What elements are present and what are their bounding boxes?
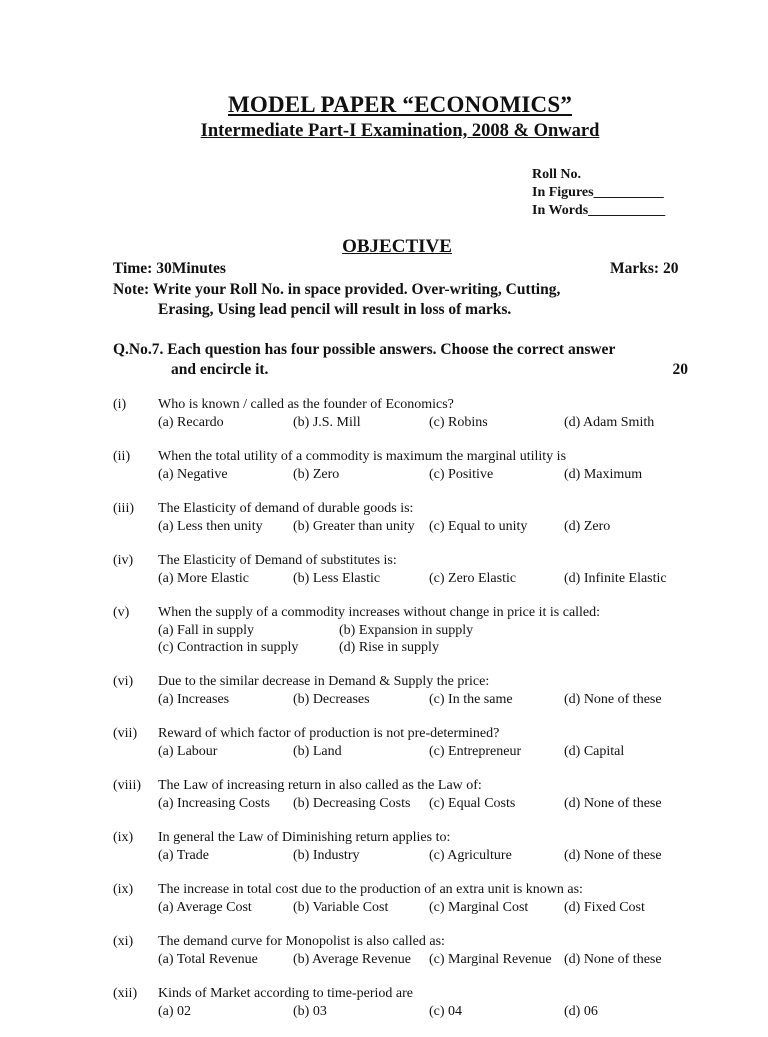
answer-options xyxy=(158,951,718,969)
answer-options xyxy=(158,743,718,761)
roll-words-field: In Words___________ xyxy=(532,203,666,218)
answer-options xyxy=(158,1003,718,1021)
option-c: (c) Marginal Revenue xyxy=(429,951,552,967)
question-text: The Elasticity of demand of durable goods is: xyxy=(158,501,414,516)
option-a: (a) Fall in supply xyxy=(158,622,255,638)
option-d: (d) Maximum xyxy=(564,466,643,482)
option-c: (c) Agriculture xyxy=(429,847,512,863)
option-b: (b) Variable Cost xyxy=(293,899,389,915)
question-item xyxy=(113,777,713,829)
question-item xyxy=(113,933,713,985)
question-number: (ix) xyxy=(113,830,134,845)
option-b: (b) Zero xyxy=(293,466,340,482)
note-line-1: Note: Write your Roll No. in space provided. Over-writing, Cutting, xyxy=(113,281,561,298)
option-c: (c) Zero Elastic xyxy=(429,570,517,586)
question-text: Reward of which factor of production is not pre-determined? xyxy=(158,726,500,741)
question-text: When the supply of a commodity increases without change in price it is called: xyxy=(158,605,601,620)
option-a: (a) Increases xyxy=(158,691,230,707)
answer-options xyxy=(158,414,718,432)
option-b: (b) Land xyxy=(293,743,342,759)
question-text: When the total utility of a commodity is maximum the marginal utility is xyxy=(158,449,567,464)
option-b: (b) J.S. Mill xyxy=(293,414,361,430)
question-text: Kinds of Market according to time-period are xyxy=(158,986,414,1001)
option-b: (b) Decreases xyxy=(293,691,370,707)
option-a: (a) Average Cost xyxy=(158,899,252,915)
option-d: (d) None of these xyxy=(564,691,662,707)
question-item xyxy=(113,881,713,933)
option-b: (b) 03 xyxy=(293,1003,327,1019)
answer-options xyxy=(158,795,718,813)
option-a: (a) Trade xyxy=(158,847,209,863)
instruction-line-2 xyxy=(113,360,688,380)
note-block xyxy=(113,280,560,320)
roll-number-block xyxy=(532,166,665,220)
answer-options xyxy=(158,570,718,588)
question-text: Due to the similar decrease in Demand & Supply the price: xyxy=(158,674,490,689)
question-item xyxy=(113,985,713,1037)
question-number: (v) xyxy=(113,605,130,620)
question-text: Who is known / called as the founder of Economics? xyxy=(158,397,454,412)
option-d: (d) Capital xyxy=(564,743,625,759)
option-d: (d) Infinite Elastic xyxy=(564,570,667,586)
note-line-2: Erasing, Using lead pencil will result in loss of marks. xyxy=(158,301,512,318)
answer-options xyxy=(158,466,718,484)
answer-options xyxy=(158,622,718,640)
option-a: (a) More Elastic xyxy=(158,570,249,586)
option-c: (c) Entrepreneur xyxy=(429,743,522,759)
instruction-line-1: Q.No.7. Each question has four possible answers. Choose the correct answer xyxy=(113,341,616,358)
paper-title: MODEL PAPER “ECONOMICS” xyxy=(227,92,573,117)
option-d: (d) Adam Smith xyxy=(564,414,655,430)
question-number: (viii) xyxy=(113,778,141,793)
option-c: (c) Robins xyxy=(429,414,488,430)
roll-label: Roll No. xyxy=(532,167,581,182)
question-number: (xii) xyxy=(113,986,138,1001)
option-d: (d) 06 xyxy=(564,1003,598,1019)
option-c: (c) Marginal Cost xyxy=(429,899,529,915)
option-d: (d) Rise in supply xyxy=(339,640,439,655)
option-a: (a) 02 xyxy=(158,1003,192,1019)
question-item xyxy=(113,500,713,552)
question-number: (xi) xyxy=(113,934,134,949)
question-item xyxy=(113,448,713,500)
question-number: (i) xyxy=(113,397,127,412)
question-number: (vii) xyxy=(113,726,138,741)
question-list xyxy=(113,396,713,1037)
option-a: (a) Less then unity xyxy=(158,518,263,534)
question-text: The demand curve for Monopolist is also called as: xyxy=(158,934,445,949)
option-b: (b) Greater than unity xyxy=(293,518,415,534)
question-item xyxy=(113,604,713,673)
question-item xyxy=(113,396,713,448)
instruction-line-2-text: and encircle it. xyxy=(171,361,269,378)
option-b: (b) Average Revenue xyxy=(293,951,411,967)
option-a: (a) Negative xyxy=(158,466,228,482)
option-c: (c) Contraction in supply xyxy=(158,640,299,655)
question-number: (ix) xyxy=(113,882,134,897)
total-marks: Marks: 20 xyxy=(610,260,679,277)
option-a: (a) Recardo xyxy=(158,414,224,430)
answer-options xyxy=(158,691,718,709)
option-c: (c) Equal to unity xyxy=(429,518,528,534)
answer-options xyxy=(158,847,718,865)
question-item xyxy=(113,829,713,881)
option-a: (a) Total Revenue xyxy=(158,951,258,967)
question-text: The Law of increasing return in also called as the Law of: xyxy=(158,778,482,793)
question-score: 20 xyxy=(672,361,688,378)
option-b: (b) Expansion in supply xyxy=(339,622,474,638)
option-b: (b) Decreasing Costs xyxy=(293,795,411,811)
question-item xyxy=(113,673,713,725)
option-c: (c) 04 xyxy=(429,1003,463,1019)
option-a: (a) Increasing Costs xyxy=(158,795,270,811)
option-c: (c) In the same xyxy=(429,691,513,707)
question-number: (vi) xyxy=(113,674,134,689)
answer-options xyxy=(158,518,718,536)
roll-figures-field: In Figures__________ xyxy=(532,185,664,200)
time-allowed: Time: 30Minutes xyxy=(113,260,226,277)
option-c: (c) Positive xyxy=(429,466,494,482)
question-text: In general the Law of Diminishing return applies to: xyxy=(158,830,451,845)
option-d: (d) None of these xyxy=(564,795,662,811)
option-a: (a) Labour xyxy=(158,743,218,759)
question-text: The Elasticity of Demand of substitutes is: xyxy=(158,553,397,568)
option-d: (d) None of these xyxy=(564,847,662,863)
question-number: (ii) xyxy=(113,449,131,464)
answer-options-row-2 xyxy=(158,639,718,657)
question-item xyxy=(113,552,713,604)
question-instruction xyxy=(113,340,688,380)
question-number: (iii) xyxy=(113,501,134,516)
option-b: (b) Industry xyxy=(293,847,360,863)
question-item xyxy=(113,725,713,777)
option-d: (d) Zero xyxy=(564,518,611,534)
option-d: (d) Fixed Cost xyxy=(564,899,645,915)
question-text: The increase in total cost due to the production of an extra unit is known as: xyxy=(158,882,583,897)
section-heading: OBJECTIVE xyxy=(342,236,452,257)
option-d: (d) None of these xyxy=(564,951,662,967)
question-number: (iv) xyxy=(113,553,134,568)
option-c: (c) Equal Costs xyxy=(429,795,516,811)
option-b: (b) Less Elastic xyxy=(293,570,381,586)
answer-options xyxy=(158,899,718,917)
paper-subtitle: Intermediate Part-I Examination, 2008 & Onward xyxy=(200,121,600,141)
